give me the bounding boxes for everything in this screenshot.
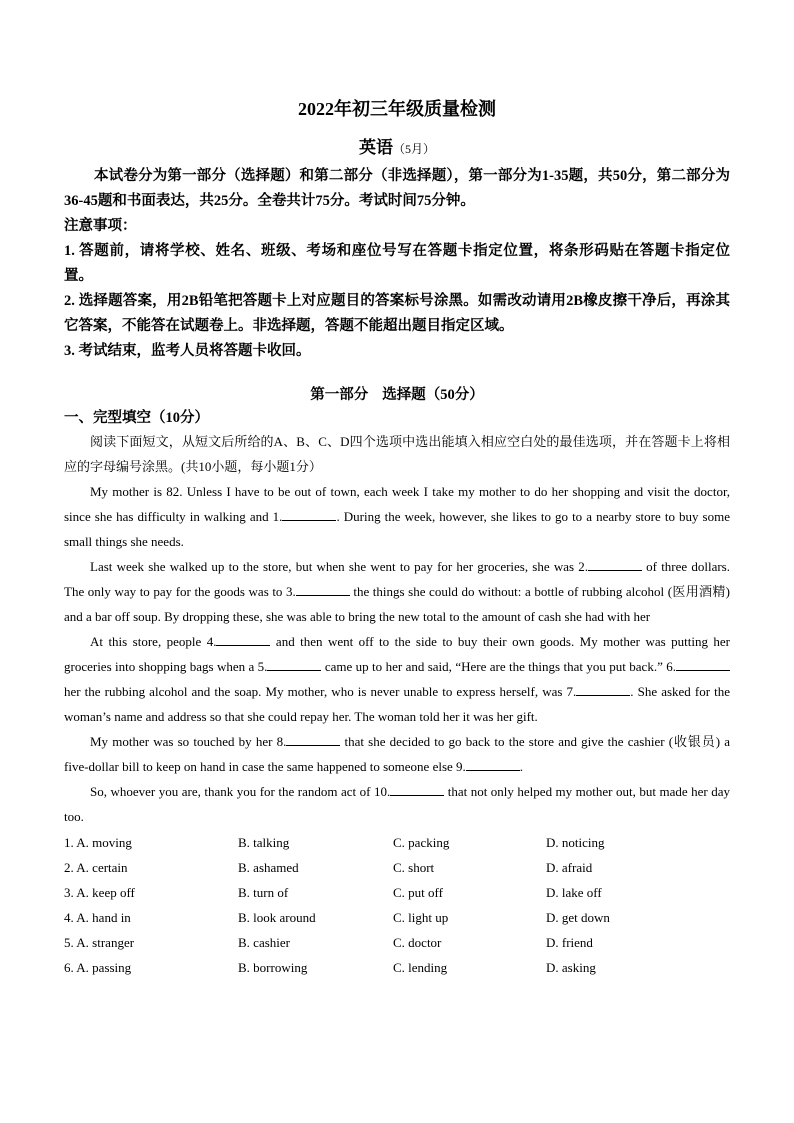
blank-2 (588, 557, 642, 571)
notice-item-1: 1. 答题前，请将学校、姓名、班级、考场和座位号写在答题卡指定位置，将条形码贴在答题卡指定位置。 (64, 243, 730, 284)
option-b: B. turn of (238, 885, 289, 900)
option-a: 5. A. stranger (64, 935, 135, 950)
section-instructions: 阅读下面短文，从短文后所给的A、B、C、D四个选项中选出能填入相应空白处的最佳选项，并在答题卡上将相应的字母编号涂黑。(共10小题，每小题1分） (64, 434, 730, 474)
option-b: B. look around (238, 910, 316, 925)
part-one-heading (64, 384, 730, 406)
blank-1 (282, 507, 336, 521)
passage-text: that she decided to go back to the store and give the cashier (收银员) a five-dollar bill to keep on hand in case the same happened to someone else 9. (64, 734, 730, 774)
notice-heading: 注意事项： (64, 218, 137, 234)
passage-text: came up to her and said, “Here are the things that you put back.” 6. (321, 659, 676, 674)
blank-8 (286, 732, 340, 746)
blank-10 (390, 782, 444, 796)
section-heading: 一、完型填空（10分） (64, 410, 209, 426)
option-b: B. talking (238, 835, 290, 850)
passage-text: . During the week, however, she likes to go to a nearby store to buy some small things she needs. (64, 509, 730, 549)
passage-text: . She asked for the woman’s name and address so that she could repay her. The woman told her it was her gift. (64, 684, 731, 724)
exam-month: （5月） (392, 142, 435, 156)
option-row (64, 880, 730, 905)
option-b: B. cashier (238, 935, 290, 950)
option-c: C. doctor (393, 935, 442, 950)
passage-paragraph-1 (64, 479, 730, 554)
passage-text: the things she could do without: a bottle of rubbing alcohol (医用酒精) and a bar off soup. By dropping these, she was able to bring the new total to the amount of cash she had with her (64, 584, 731, 624)
passage-text: of three dollars. The only way to pay for the goods was to 3. (64, 559, 730, 599)
option-a: 2. A. certain (64, 860, 128, 875)
option-c: C. short (393, 860, 435, 875)
passage-text: her the rubbing alcohol and the soap. My mother, who is never unable to express herself, was 7. (64, 684, 577, 699)
passage-paragraph-4 (64, 729, 730, 779)
notice-item-3: 3. 考试结束，监考人员将答题卡收回。 (64, 343, 311, 359)
option-d: D. friend (546, 935, 593, 950)
option-a: 1. A. moving (64, 835, 132, 850)
option-row (64, 830, 730, 855)
option-d: D. lake off (546, 885, 602, 900)
option-c: C. light up (393, 910, 449, 925)
passage-paragraph-5 (64, 779, 730, 829)
notice-item-2: 2. 选择题答案，用2B铅笔把答题卡上对应题目的答案标号涂黑。如需改动请用2B橡皮擦干净后，再涂其它答案，不能答在试题卷上。非选择题，答题不能超出题目指定区域。 (64, 293, 730, 334)
passage-paragraph-3 (64, 629, 730, 729)
exam-page (64, 96, 730, 980)
option-d: D. afraid (546, 860, 593, 875)
passage-text: My mother was so touched by her 8. (90, 734, 287, 749)
part-name: 选择题（50分） (382, 387, 484, 403)
passage-text: So, whoever you are, thank you for the random act of 10. (90, 784, 391, 799)
blank-4 (216, 632, 270, 646)
option-c: C. put off (393, 885, 443, 900)
option-row (64, 955, 730, 980)
passage-paragraph-2 (64, 554, 730, 629)
option-row (64, 930, 730, 955)
passage-text: . (519, 759, 524, 774)
blank-6 (676, 657, 730, 671)
blank-9 (466, 757, 520, 771)
exam-title: 2022年初三年级质量检测 (298, 99, 496, 119)
blank-3 (296, 582, 350, 596)
answer-options (64, 830, 730, 980)
option-c: C. packing (393, 835, 450, 850)
option-a: 3. A. keep off (64, 885, 135, 900)
option-c: C. lending (393, 960, 448, 975)
passage-text: At this store, people 4. (90, 634, 217, 649)
subject-name: 英语 (358, 138, 393, 157)
passage-text: Last week she walked up to the store, but when she went to pay for her groceries, she was 2. (90, 559, 588, 574)
option-b: B. borrowing (238, 960, 308, 975)
blank-7 (576, 682, 630, 696)
passage-text: My mother is 82. Unless I have to be out of town, each week I take my mother to do her shopping and visit the doctor, since she has difficulty in walking and 1. (64, 484, 730, 524)
subject-line (64, 136, 730, 161)
option-a: 6. A. passing (64, 960, 132, 975)
passage-text: and then went off to the side to buy their own goods. My mother was putting her groceries into shopping bags when a 5. (64, 634, 730, 674)
option-b: B. ashamed (238, 860, 299, 875)
option-d: D. get down (546, 910, 610, 925)
part-label: 第一部分 (310, 387, 369, 403)
blank-5 (267, 657, 321, 671)
option-row (64, 905, 730, 930)
option-d: D. noticing (546, 835, 605, 850)
option-row (64, 855, 730, 880)
exam-intro: 本试卷分为第一部分（选择题）和第二部分（非选择题），第一部分为1-35题，共50分，第二部分为36-45题和书面表达，共25分。全卷共计75分。考试时间75分钟。 (64, 168, 730, 209)
option-d: D. asking (546, 960, 596, 975)
option-a: 4. A. hand in (64, 910, 131, 925)
passage-text: that not only helped my mother out, but made her day too. (64, 784, 730, 824)
